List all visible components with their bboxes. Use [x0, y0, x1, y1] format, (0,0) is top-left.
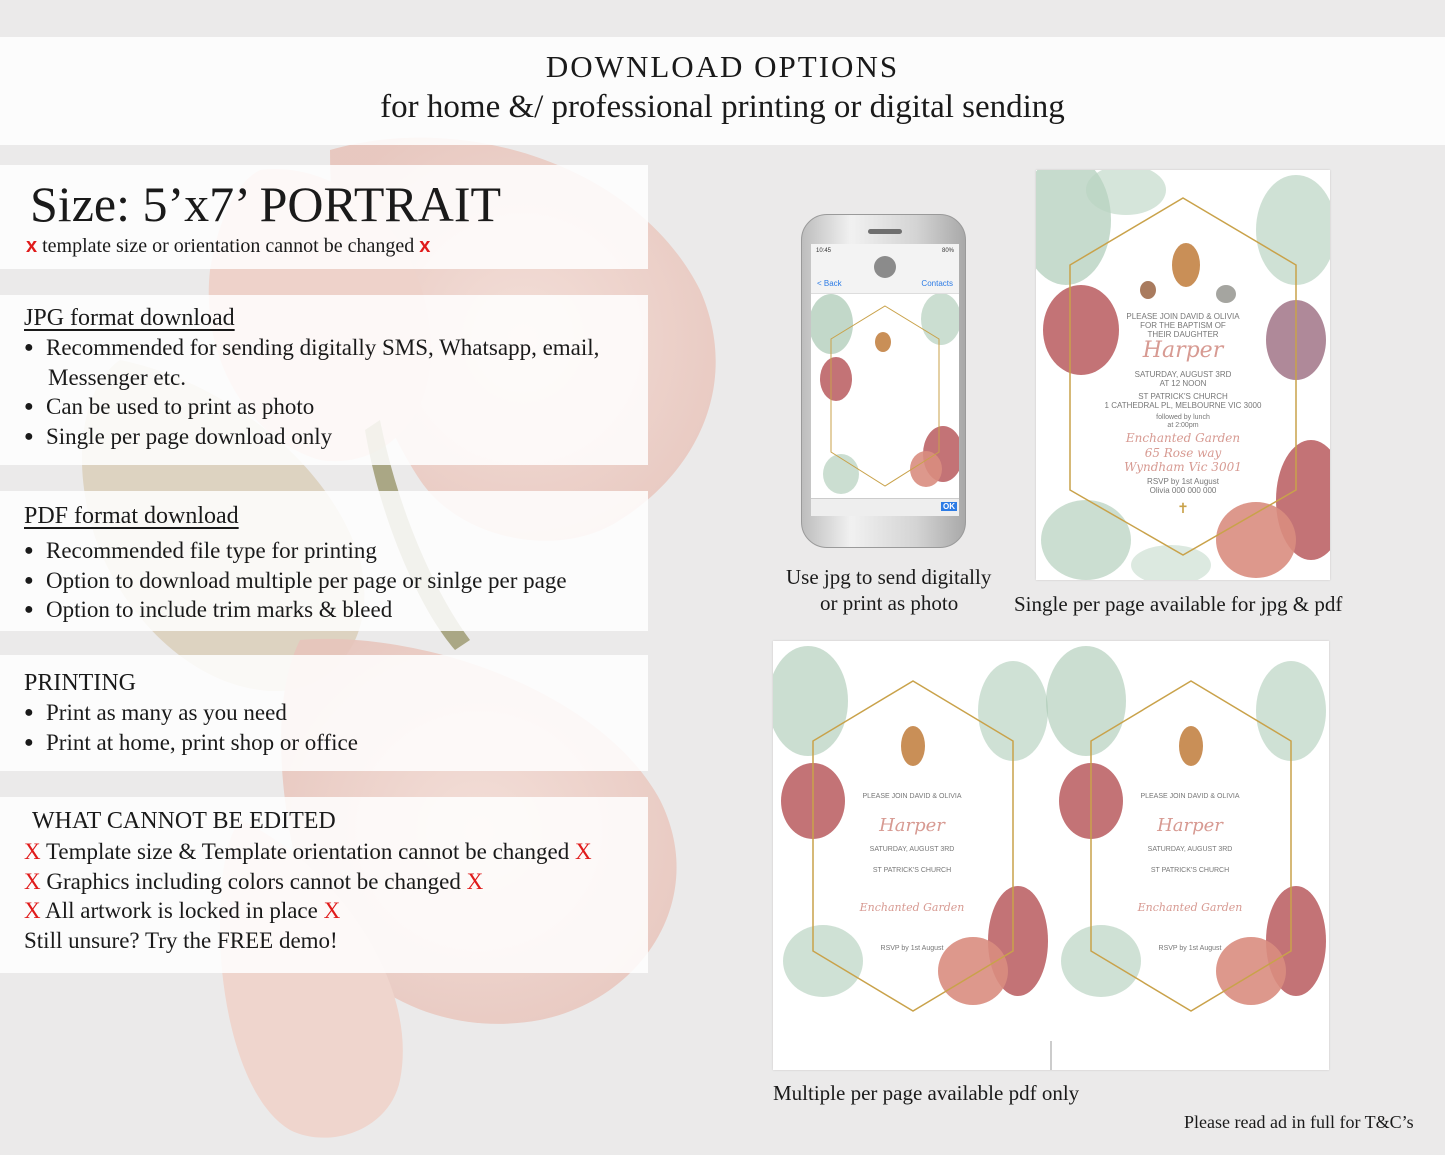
invite-text: ST PATRICK'S CHURCH — [872, 867, 952, 874]
ok-button[interactable]: OK — [943, 502, 955, 511]
phone-speaker — [868, 229, 902, 234]
x-mark-icon: x — [26, 235, 38, 257]
invite-text: PLEASE JOIN DAVID & OLIVIA — [1140, 793, 1240, 800]
phone-home-bar — [802, 521, 965, 541]
invite-name: Harper — [1142, 338, 1224, 363]
list-item: ● Print as many as you need — [24, 700, 287, 725]
invite-name: Harper — [879, 815, 945, 836]
invite-text: RSVP by 1st August — [880, 945, 944, 952]
back-link[interactable]: < Back — [817, 279, 842, 288]
list-item: ● Recommended file type for printing — [24, 538, 377, 563]
invite-text: FOR THE BAPTISM OF — [1140, 321, 1226, 330]
x-mark-icon: X — [574, 839, 592, 864]
list-item: Messenger etc. — [48, 365, 186, 390]
pdf-panel — [0, 491, 648, 631]
phone-caption-1: Use jpg to send digitally — [786, 565, 992, 589]
message-bar[interactable] — [811, 498, 959, 516]
list-item: ● Single per page download only — [24, 424, 333, 449]
bullet-icon: ● — [24, 398, 34, 415]
list-item: X All artwork is locked in place X — [24, 898, 341, 923]
x-mark-icon: X — [24, 898, 41, 923]
edit-panel — [0, 797, 648, 973]
bullet-icon: ● — [24, 601, 34, 618]
phone-time: 10:45 — [816, 248, 832, 254]
multiple-invitation-preview — [773, 641, 1329, 1070]
size-panel — [0, 165, 648, 269]
x-mark-icon: X — [323, 898, 341, 923]
invite-text: Enchanted Garden — [859, 901, 965, 914]
invite-text: Olivia 000 000 000 — [1149, 486, 1217, 495]
x-mark-icon: X — [24, 839, 41, 864]
phone-mockup — [801, 214, 966, 548]
invite-text: SATURDAY, AUGUST 3RD — [1134, 370, 1232, 379]
cross-icon: ✝ — [1177, 500, 1189, 516]
list-item: ● Option to include trim marks & bleed — [24, 597, 393, 622]
page-title: DOWNLOAD OPTIONS — [545, 49, 900, 84]
list-item: ● Print at home, print shop or office — [24, 730, 358, 755]
x-mark-icon: X — [24, 869, 41, 894]
invite-text: SATURDAY, AUGUST 3RD — [869, 846, 955, 853]
invite-text: THEIR DAUGHTER — [1147, 330, 1219, 339]
single-caption: Single per page available for jpg & pdf — [1014, 592, 1343, 616]
invite-text: PLEASE JOIN DAVID & OLIVIA — [1126, 312, 1240, 321]
contact-avatar-icon — [874, 256, 896, 278]
printing-panel — [0, 655, 648, 771]
phone-battery: 80% — [941, 248, 954, 254]
invite-text: at 2:00pm — [1167, 422, 1199, 429]
bullet-icon: ● — [24, 542, 34, 559]
bullet-icon: ● — [24, 428, 34, 445]
bullet-icon: ● — [24, 704, 34, 721]
list-item: ● Recommended for sending digitally SMS, Whatsapp, email, — [24, 335, 600, 360]
size-note — [26, 235, 430, 258]
invite-text: Wyndham Vic 3001 — [1124, 460, 1242, 474]
invite-text: ST PATRICK'S CHURCH — [1138, 392, 1228, 401]
bullet-icon: ● — [24, 734, 34, 751]
invite-text: RSVP by 1st August — [1158, 945, 1222, 952]
x-mark-icon: x — [419, 235, 431, 257]
bullet-icon: ● — [24, 572, 34, 589]
size-title: Size: 5’x7’ PORTRAIT — [30, 176, 502, 232]
invite-text: RSVP by 1st August — [1147, 477, 1219, 486]
contacts-link[interactable]: Contacts — [921, 279, 953, 288]
bullet-icon: ● — [24, 339, 34, 356]
jpg-title: JPG format download — [24, 305, 235, 331]
multiple-caption: Multiple per page available pdf only — [773, 1081, 1080, 1105]
edit-title: WHAT CANNOT BE EDITED — [32, 808, 336, 834]
jpg-panel — [0, 295, 648, 465]
phone-screen — [811, 244, 959, 516]
invite-text: PLEASE JOIN DAVID & OLIVIA — [862, 793, 962, 800]
phone-status-bar — [811, 244, 959, 294]
list-item: X Template size & Template orientation cannot be changed X — [24, 839, 592, 864]
list-item: ● Option to download multiple per page or sinlge per page — [24, 568, 567, 593]
invite-text: ST PATRICK'S CHURCH — [1150, 867, 1230, 874]
size-note-text: template size or orientation cannot be changed — [42, 235, 415, 257]
multiple-invitation-artwork — [773, 641, 1329, 1070]
printing-title: PRINTING — [24, 670, 136, 696]
phone-caption-2: or print as photo — [820, 591, 959, 615]
list-item: X Graphics including colors cannot be changed X — [24, 869, 484, 894]
single-invitation-preview — [1036, 170, 1330, 580]
page-header — [0, 37, 1445, 145]
invite-text: Enchanted Garden — [1125, 431, 1241, 445]
invite-text: 65 Rose way — [1144, 446, 1222, 460]
invite-text: Enchanted Garden — [1137, 901, 1243, 914]
phone-invitation-artwork — [811, 294, 959, 498]
x-mark-icon: X — [466, 869, 484, 894]
invite-text: SATURDAY, AUGUST 3RD — [1147, 846, 1233, 853]
list-item: ● Can be used to print as photo — [24, 394, 315, 419]
invite-text: 1 CATHEDRAL PL, MELBOURNE VIC 3000 — [1104, 401, 1262, 410]
invite-text: followed by lunch — [1156, 414, 1210, 421]
terms-note: Please read ad in full for T&C’s — [1184, 1112, 1414, 1132]
demo-note: Still unsure? Try the FREE demo! — [24, 928, 338, 953]
invite-name: Harper — [1157, 815, 1223, 836]
pdf-title: PDF format download — [24, 503, 239, 529]
page-subtitle: for home &/ professional printing or digital sending — [380, 89, 1065, 125]
invite-text: AT 12 NOON — [1159, 379, 1207, 388]
